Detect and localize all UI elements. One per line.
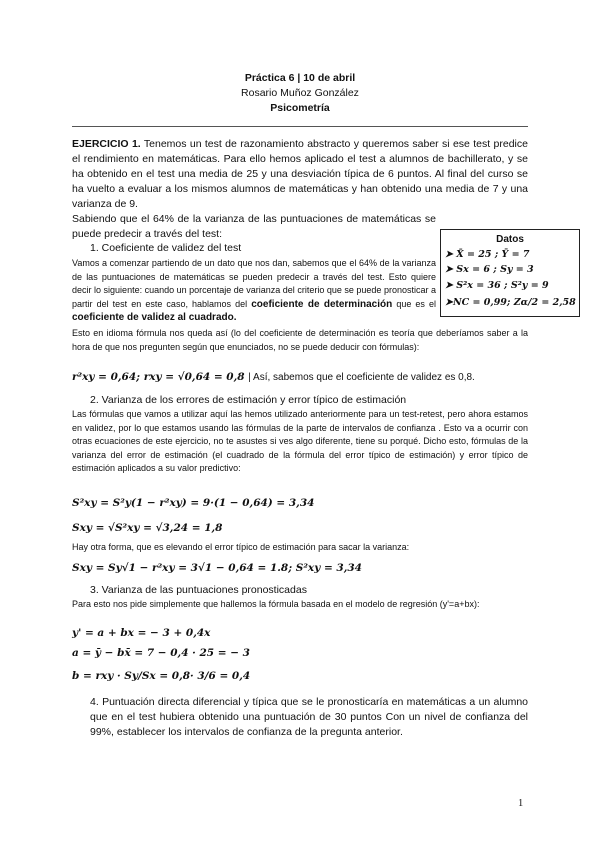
section1-p1 bbox=[72, 257, 436, 325]
datos-row-nc: ➤NC = 0,99; Zα/2 = 2,58 bbox=[445, 297, 576, 308]
section2-formula-1: S²xy = S²y(1 − r²xy) = 9·(1 − 0,64) = 3,34 bbox=[72, 497, 315, 509]
exercise-label: EJERCICIO 1. bbox=[72, 138, 141, 150]
page-number: 1 bbox=[518, 798, 524, 809]
section2-p1: Las fórmulas que vamos a utilizar aquí las hemos utilizado anteriormente para un test-retest, pero ahora estamos en validez, por lo que estamos usando las fórmulas de la parte de intervalos de confianza . Esto va a ocurrir con otras ecuaciones de este ejercicio, no te asustes si ves algo diferente, tiene su porqué. Dicho esto, fórmulas de la varianza del error de estimación (el cuadrado de la fórmula del error típico de estimación) y error típico de estimación aplicados a su valor predictivo: bbox=[72, 409, 528, 473]
section3-formula-2: a = ȳ − bx̄ = 7 − 0,4 · 25 = − 3 bbox=[72, 647, 250, 659]
section1-heading: 1. Coeficiente de validez del test bbox=[90, 242, 242, 254]
doc-title: Práctica 6 | 10 de abril bbox=[244, 72, 356, 84]
section4-heading: 4. Puntuación directa diferencial y típica que se le pronosticaría en matemáticas a un alumno que en el test hubiera obtenido una puntuación de 30 puntos Con un nivel de confianza del 99%, establecer los intervalos de confianza de la pregunta anterior. bbox=[90, 696, 528, 738]
doc-subject: Psicometría bbox=[270, 102, 330, 114]
section1-formula bbox=[72, 371, 475, 383]
section3-formula-3: b = rxy · Sy/Sx = 0,8· 3/6 = 0,4 bbox=[72, 670, 251, 682]
datos-row-sd: ➤ Sx = 6 ; Sy = 3 bbox=[445, 264, 534, 275]
section3-heading: 3. Varianza de las puntuaciones pronosticadas bbox=[90, 584, 307, 596]
section2-heading: 2. Varianza de los errores de estimación y error típico de estimación bbox=[90, 394, 407, 406]
section2-formula-3: Sxy = Sy√1 − r²xy = 3√1 − 0,64 = 1.8; S²xy = 3,34 bbox=[72, 562, 362, 574]
section1-bold-1: coeficiente de determinación bbox=[251, 298, 393, 310]
section1-bold-2: coeficiente de validez al cuadrado. bbox=[72, 312, 237, 323]
datos-title: Datos bbox=[496, 234, 524, 245]
section3-p1: Para esto nos pide simplemente que hallemos la fórmula basada en el modelo de regresión (y'=a+bx): bbox=[72, 599, 480, 609]
datos-box bbox=[440, 229, 580, 317]
section3-formula-1: y' = a + bx = − 3 + 0,4x bbox=[72, 627, 211, 639]
section2-formula-2: Sxy = √S²xy = √3,24 = 1,8 bbox=[72, 522, 223, 534]
section2-p2: Hay otra forma, que es elevando el error típico de estimación para sacar la varianza: bbox=[72, 542, 410, 552]
exercise-intro-2: Sabiendo que el 64% de la varianza de las puntuaciones de matemáticas se puede predecir a través del test: bbox=[72, 213, 436, 240]
section1-p1-text: Vamos a comenzar partiendo de un dato que nos dan, sabemos que el 64% de la varianza de las puntuaciones de matemáticas se pueden predecir a través del test. Esto quiere decir lo siguiente: cuando un porcentaje de varianza del criterio que se puede pronosticar a partir del test en este caso, hablamos del bbox=[72, 258, 436, 309]
validity-formula: r²xy = 0,64; rxy = √0,64 = 0,8 bbox=[72, 371, 245, 383]
section1-mid: que es el bbox=[396, 298, 436, 309]
datos-row-var: ➤ S²x = 36 ; S²y = 9 bbox=[445, 280, 549, 291]
exercise-intro bbox=[72, 137, 528, 212]
doc-author: Rosario Muñoz González bbox=[241, 87, 359, 99]
section1-p2: Esto en idioma fórmula nos queda así (lo del coeficiente de determinación es teoría que deberíamos saber a la hora de que nos pregunten según que enunciados, no se puede deducir con fórmulas): bbox=[72, 328, 528, 352]
validity-note: | Así, sabemos que el coeficiente de validez es 0,8. bbox=[248, 372, 475, 383]
exercise-intro-text: Tenemos un test de razonamiento abstracto y queremos saber si ese test predice el rendimiento en matemáticas. Para ello hemos aplicado el test a alumnos de bachillerato, y se ha obtenido en el test una media de 25 y una desviación típica de 6 puntos. Al final del curso se ha vuelto a evaluar a los mismos alumnos de matemáticas y han obtenido una media de 7 y una varianza de 9. bbox=[72, 138, 528, 210]
datos-row-means: ➤ X̄ = 25 ; Ȳ = 7 bbox=[445, 249, 530, 260]
header-divider bbox=[72, 126, 528, 127]
